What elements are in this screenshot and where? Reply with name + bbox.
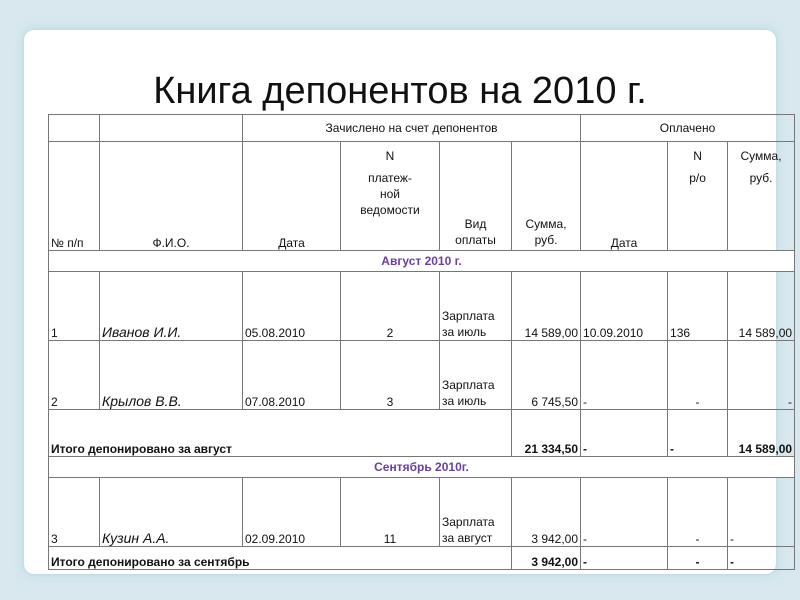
table-row: 2 Крылов В.В. 07.08.2010 3 Зарплата за июль 6 745,50 - - - [49,341,795,410]
page-title: Книга депонентов на 2010 г. [153,70,647,112]
col-pay-type-header: Вид оплаты [440,142,512,251]
paid-group-header: Оплачено [581,115,795,142]
col-num-header: № п/п [49,142,100,251]
table-row: 1 Иванов И.И. 05.08.2010 2 Зарплата за июль 14 589,00 10.09.2010 136 14 589,00 [49,272,795,341]
table-row: 3 Кузин А.А. 02.09.2010 11 Зарплата за август 3 942,00 - - - [49,478,795,547]
month-label: Сентябрь 2010г. [49,457,795,478]
deponent-book-table [48,114,795,570]
total-row-september: Итого депонировано за сентябрь 3 942,00 - - - [49,547,795,570]
col-sum-header: Сумма, руб. [512,142,581,251]
col-date-header: Дата [243,142,341,251]
col-fio-header: Ф.И.О. [100,142,243,251]
accrued-group-header: Зачислено на счет депонентов [243,115,581,142]
col-paid-date-header: Дата [581,142,668,251]
month-label: Август 2010 г. [49,251,795,272]
col-paid-sum-header: Сумма, руб. [728,142,795,251]
slide [24,30,793,574]
col-sheet-header: N платеж- ной ведомости [341,142,440,251]
header-row-2 [49,142,795,251]
col-ro-header: N р/о [668,142,728,251]
header-row-1 [49,115,795,142]
month-row-september [49,457,795,478]
month-row-august [49,251,795,272]
total-row-august: Итого депонировано за август 21 334,50 - - 14 589,00 [49,410,795,457]
